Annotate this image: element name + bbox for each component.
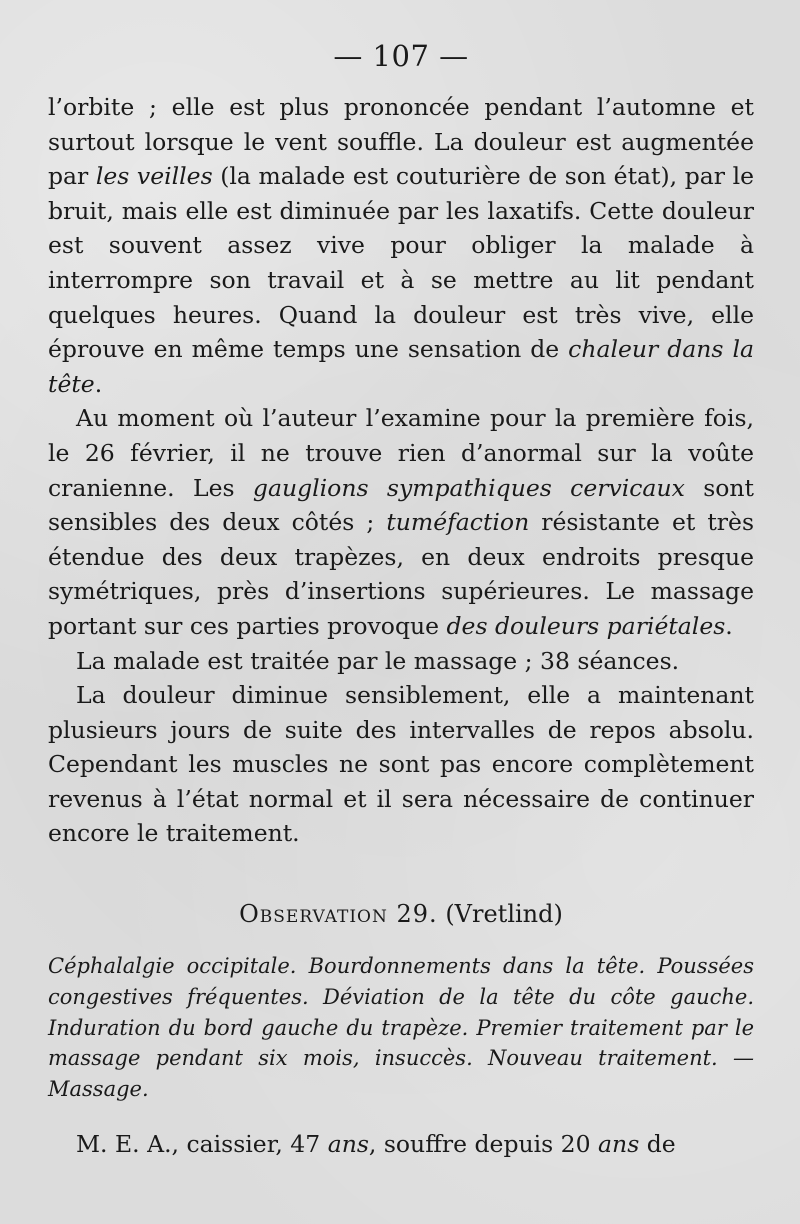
- observation-heading: [48, 897, 754, 931]
- final-italic-ans-1: ans: [327, 1130, 369, 1159]
- paragraph-2-italic-gauglions: gauglions sympathiques cervicaux: [252, 473, 685, 502]
- final-italic-ans-2: ans: [598, 1130, 640, 1159]
- paragraph-2-text-c: sont sensibles des deux côtés ;: [48, 473, 754, 537]
- paragraph-2-italic-douleurs: des douleurs pariétales: [446, 611, 726, 640]
- final-text-e: de: [639, 1130, 676, 1159]
- paragraph-2-italic-tumefaction: tuméfaction: [386, 508, 530, 537]
- paragraph-1-text-c: (la malade est couturière de son état), par le bruit, mais elle est diminuée par les laxatifs. Cette douleur est souvent assez vive pour obliger la malade à interrompre son travail et à se mettre au lit pendant quelques heures. Quand la douleur est très vive, elle éprouve en même temps une sensation de: [48, 162, 754, 364]
- paragraph-1-italic-veilles: les veilles: [95, 162, 213, 191]
- paragraph-2-text-g: .: [725, 611, 733, 640]
- paragraph-2: [48, 401, 754, 643]
- observation-author: (Vretlind): [445, 900, 563, 929]
- observation-label: Observation 29.: [239, 900, 438, 929]
- body-text: [48, 90, 754, 851]
- paragraph-3: La malade est traitée par le massage ; 38 séances.: [76, 646, 680, 675]
- observation-summary: Céphalalgie occipitale. Bourdonnements dans la tête. Poussées congestives fréquentes. Déviation de la tête du côte gauche. Induration du bord gauche du trapèze. Premier traitement par le massage pendant six mois, insuccès. Nouveau traitement. — Massage.: [48, 954, 754, 1102]
- final-text-a: M. E. A., caissier, 47: [76, 1130, 328, 1159]
- paragraph-1: [48, 90, 754, 401]
- final-text-c: , souffre depuis 20: [368, 1130, 599, 1159]
- final-paragraph: [48, 1127, 754, 1162]
- paragraph-2-text-e: résistante et très étendue des deux trapèzes, en deux endroits presque symétriques, près d’insertions supérieures. Le massage portant sur ces parties provoque: [48, 508, 755, 640]
- paragraph-1-text-e: .: [94, 369, 103, 398]
- paragraph-2-text-a: Au moment où l’auteur l’examine pour la première fois, le 26 février, il ne trouve rien d’anormal sur la voûte cranienne. Les: [48, 404, 754, 502]
- paragraph-4: La douleur diminue sensiblement, elle a maintenant plusieurs jours de suite des intervalles de repos absolu. Cependant les muscles ne sont pas encore complètement revenus à l’état normal et il sera nécessaire de continuer encore le traitement.: [48, 681, 754, 848]
- paragraph-1-italic-chaleur: chaleur dans la tête: [48, 335, 754, 398]
- page-number: — 107 —: [333, 39, 469, 73]
- paragraph-1-text-a: l’orbite ; elle est plus prononcée pendant l’automne et surtout lorsque le vent souffle. La douleur est augmentée par: [48, 93, 754, 191]
